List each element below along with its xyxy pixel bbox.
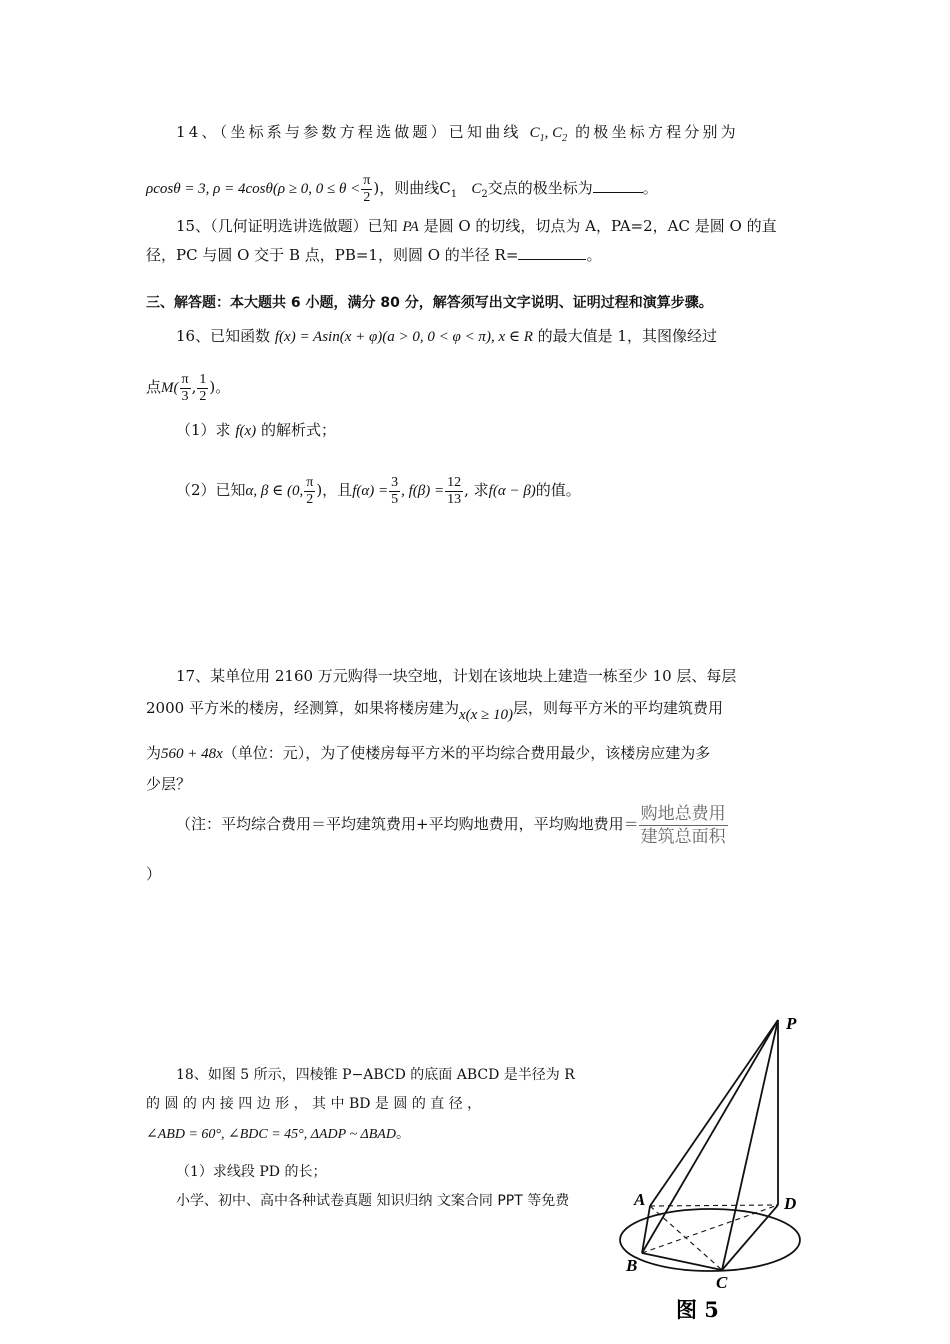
pi-over-2-fraction-b: $\frac{\pi}{2}$: [306, 474, 314, 507]
figure-caption: 图 5: [676, 1297, 719, 1322]
section-3-heading: 三、解答题：本大题共 6 小题，满分 80 分，解答须写出文字说明、证明过程和演算步骤。: [146, 295, 713, 311]
label-b: B: [626, 1256, 638, 1275]
q17-note: （注：平均综合费用＝平均建筑费用+平均购地费用，平均购地费用＝ $\frac{\text{购地总费用}}{\text{建筑总面积}}$: [176, 803, 726, 847]
edge-bc: [642, 1253, 722, 1270]
q15-line2: 径，PC 与圆 O 交于 B 点，PB=1，则圆 O 的半径 R= 。: [146, 246, 602, 264]
edge-pc: [722, 1020, 778, 1270]
three-fifths-fraction: $\frac{3}{5}$: [391, 474, 399, 507]
pi-over-3-fraction: $\frac{\pi}{3}$: [181, 371, 189, 404]
one-half-fraction: $\frac{1}{2}$: [199, 371, 207, 404]
q16-line1: 16、已知函数 f(x) = Asin(x + φ)(a > 0, 0 < φ < π), x ∈ R 的最大值是 1，其图像经过: [176, 327, 717, 345]
label-c: C: [716, 1273, 728, 1292]
q18-part1: （1）求线段 PD 的长；: [176, 1164, 327, 1180]
q18-line2: 的 圆 的 内 接 四 边 形 ， 其 中 BD 是 圆 的 直 径 ，: [146, 1096, 482, 1112]
edge-cd: [722, 1205, 778, 1270]
q17-line3: 为560 + 48x（单位：元），为了使楼房每平方米的平均综合费用最少，该楼房应建为多: [146, 744, 711, 762]
edge-ac-hidden: [650, 1206, 722, 1270]
q14-line2: ρcosθ = 3, ρ = 4cosθ(ρ ≥ 0, 0 ≤ θ < $\frac{\pi}{2}$ )，则曲线$C_1$ $C_2$交点的极坐标为 。: [146, 172, 658, 205]
q15-line1: 15、（几何证明选讲选做题）已知 PA 是圆 O 的切线，切点为 A，PA=2，AC 是圆 O 的直: [176, 217, 777, 235]
q18-line3: ∠ABD = 60°, ∠BDC = 45°, ΔADP ~ ΔBAD。: [146, 1126, 410, 1142]
label-a: A: [634, 1190, 646, 1209]
answer-blank-15[interactable]: [518, 245, 586, 260]
q17-line2: 2000 平方米的楼房，经测算，如果将楼房建为x(x ≥ 10)层，则每平方米的平均建筑费用: [146, 699, 724, 723]
q16-part1: （1）求 f(x) 的解析式；: [176, 421, 336, 439]
footer-ad-text: 小学、初中、高中各种试卷真题 知识归纳 文案合同 PPT 等免费: [176, 1193, 570, 1209]
pi-over-2-fraction: $\frac{\pi}{2}$: [363, 172, 371, 205]
figure-5-pyramid: [610, 1005, 820, 1323]
answer-blank-14[interactable]: [593, 178, 643, 193]
q17-line4: 少层？: [146, 775, 192, 793]
land-cost-fraction: $\frac{\text{购地总费用}}{\text{建筑总面积}}$: [640, 803, 726, 847]
label-d: D: [784, 1194, 797, 1213]
edge-pb: [642, 1020, 778, 1253]
q18-line1: 18、如图 5 所示，四棱锥 P−ABCD 的底面 ABCD 是半径为 R: [176, 1067, 575, 1083]
q14-line1: 14、（坐标系与参数方程选做题）已知曲线 $C_1$, $C_2$ 的极坐标方程分别为: [176, 123, 739, 144]
curves-c1-c2: $C_1$, $C_2$: [529, 125, 568, 144]
q16-part2: （2）已知α, β ∈ (0, $\frac{\pi}{2}$ )，且f(α) = $\frac{3}{5}$ , f(β) = $\frac{12}{13}$ , 求f(α − β)的值。: [176, 474, 581, 507]
q17-note-close: ）: [146, 865, 162, 883]
twelve-thirteenths-fraction: $\frac{12}{13}$: [447, 474, 462, 507]
label-p: P: [786, 1014, 797, 1033]
pyramid-diagram: [610, 1005, 820, 1323]
q17-line1: 17、某单位用 2160 万元购得一块空地，计划在该地块上建造一栋至少 10 层、每层: [176, 667, 737, 685]
edge-pa: [650, 1020, 778, 1206]
q16-line2: 点M( $\frac{\pi}{3}$ , $\frac{1}{2}$ )。: [146, 371, 231, 404]
